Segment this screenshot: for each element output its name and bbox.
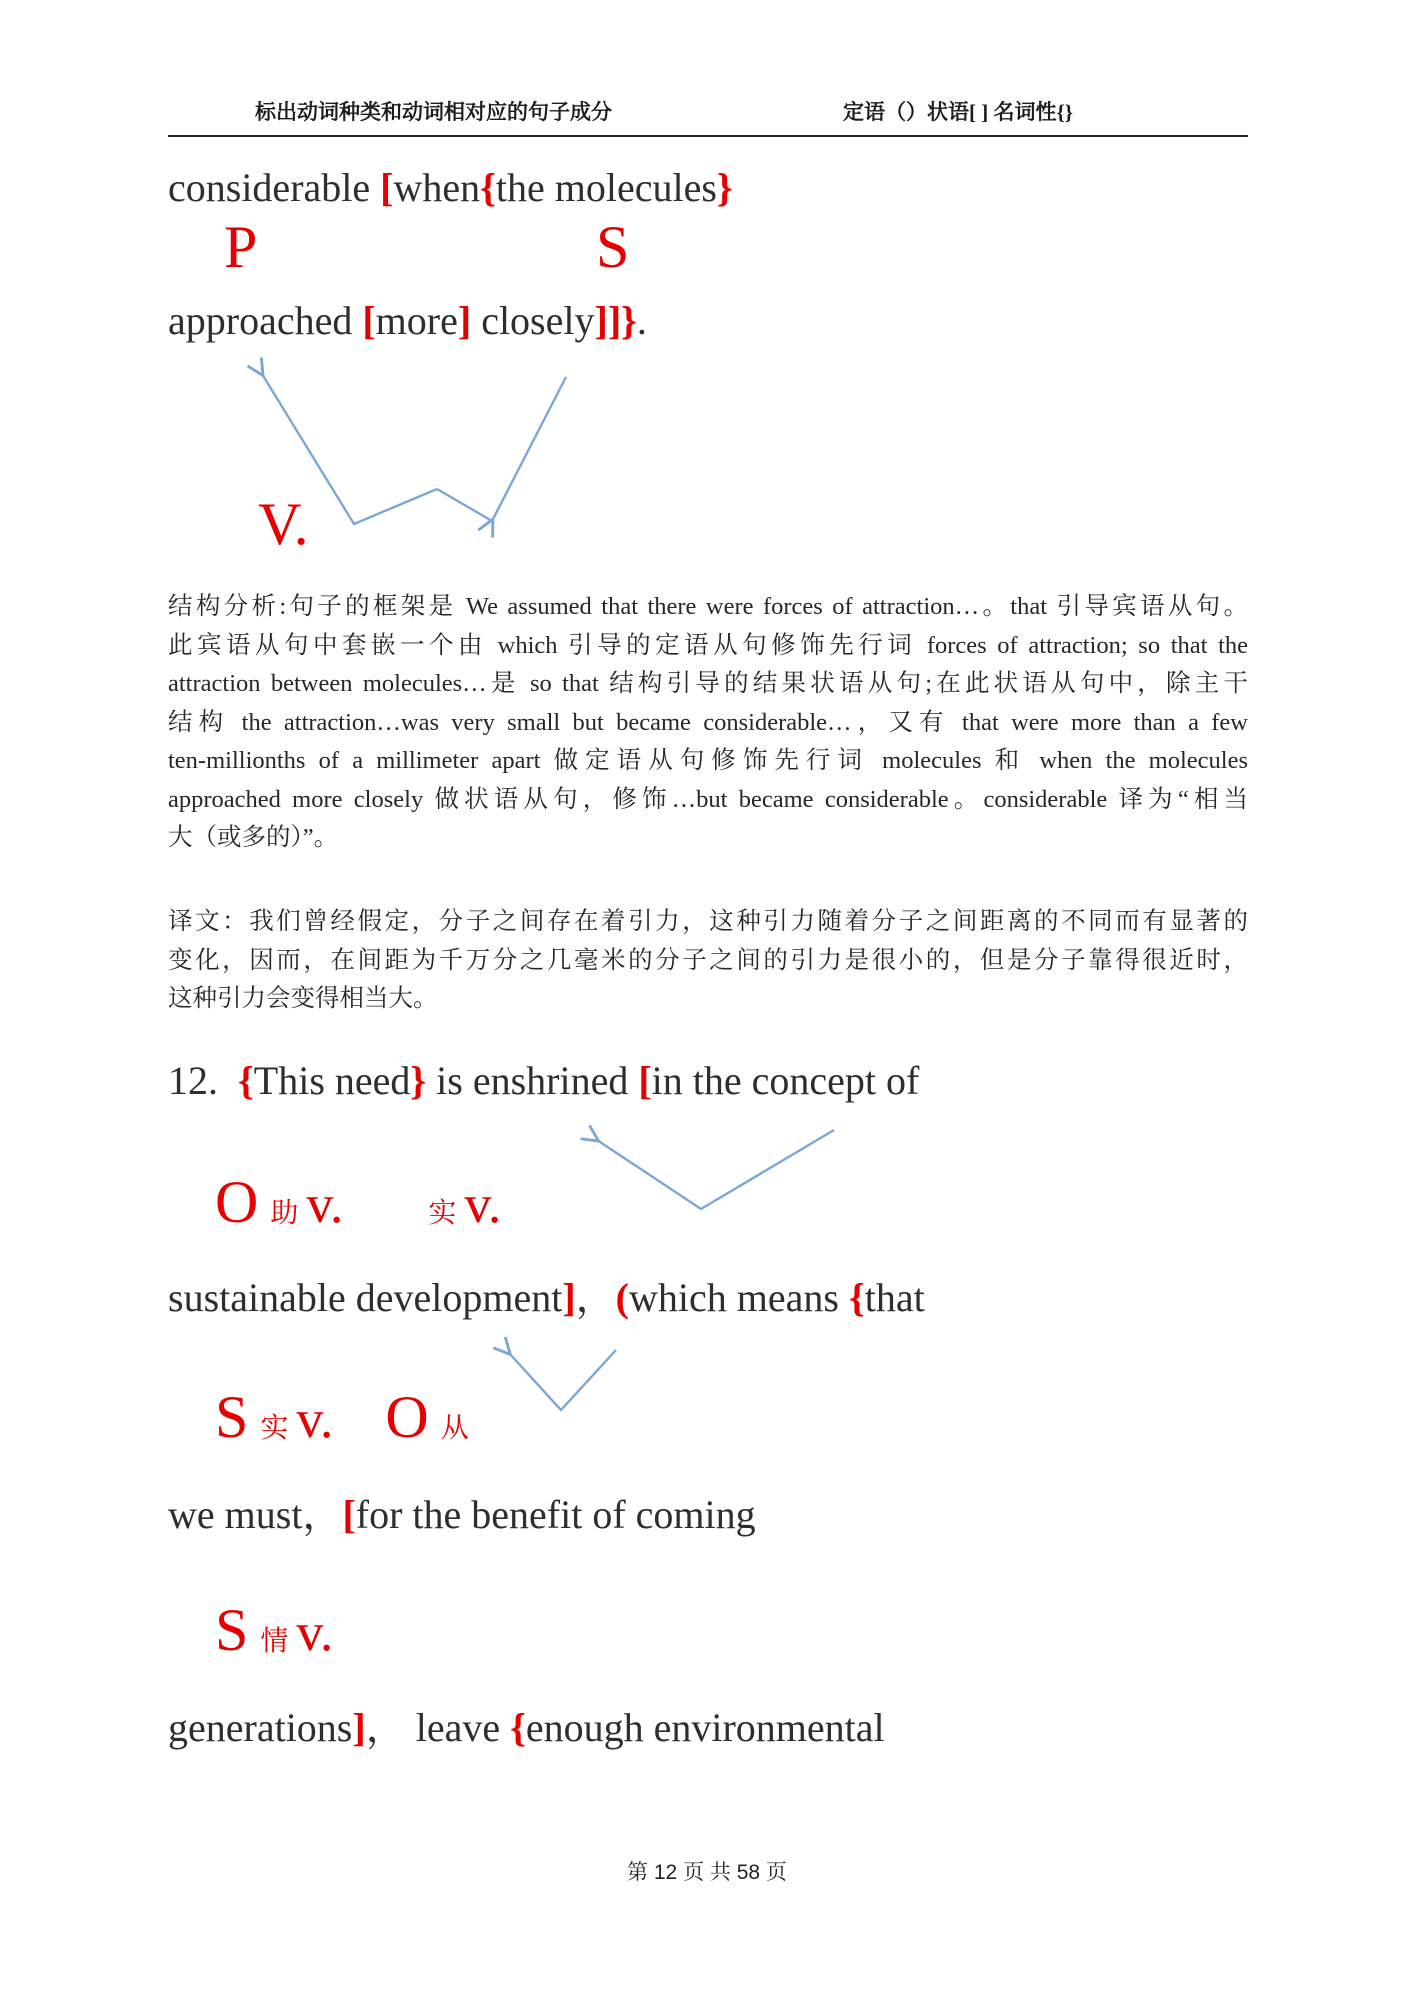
header-rule	[168, 135, 1248, 137]
text-segment: S	[215, 1597, 249, 1663]
text-segment: more	[375, 298, 458, 343]
text-segment: 助	[270, 1198, 299, 1229]
structure-analysis-paragraph	[168, 588, 1248, 858]
text-segment: 实	[260, 1413, 289, 1444]
grammar-label-s: S	[596, 214, 630, 280]
translation-paragraph	[168, 903, 1248, 1019]
text-segment: we must，	[168, 1492, 343, 1537]
text-segment: 12.	[168, 1058, 238, 1103]
text-segment: {	[510, 1705, 526, 1750]
text-segment: 情	[260, 1626, 289, 1657]
text-segment: 从	[440, 1413, 469, 1444]
text-segment: O	[215, 1169, 259, 1235]
paragraph-line: 这种引力会变得相当大。	[168, 985, 438, 1012]
text-segment: ]	[562, 1275, 576, 1320]
paragraph-line: 此宾语从句中套嵌一个由 which 引导的定语从句修饰先行词 forces of attraction; so that the	[168, 631, 1248, 659]
sentence12-line3	[168, 1487, 756, 1543]
text-segment: ]	[352, 1705, 366, 1750]
text-segment: {	[848, 1275, 865, 1320]
text-segment: for the benefit of coming	[355, 1492, 756, 1537]
sentence11-line2	[168, 293, 647, 349]
text-segment: {	[480, 165, 496, 210]
paragraph-line: 结构分析:句子的框架是 We assumed that there were forces of attraction…。that 引导宾语从句。	[168, 593, 1248, 620]
grammar-label-v: V.	[258, 491, 309, 557]
paragraph-line: attraction between molecules…是 so that 结构引导的结果状语从句;在此状语从句中，除主干	[168, 670, 1248, 697]
header-left-title: 标出动词种类和动词相对应的句子成分	[255, 100, 612, 124]
text-segment: in the concept of	[651, 1058, 920, 1103]
text-segment: 实	[428, 1198, 457, 1229]
text-segment: }	[716, 165, 733, 210]
text-segment: [	[638, 1058, 652, 1103]
page-number: 第 12 页 共 58 页	[627, 1861, 787, 1884]
text-segment: v.	[296, 1389, 334, 1449]
paragraph-line: ten-millionths of a millimeter apart 做定语从句修饰先行词 molecules 和 when the molecules	[168, 747, 1248, 774]
text-segment: approached	[168, 298, 363, 343]
grammar-label-row-o-aux-v	[215, 1170, 501, 1246]
text-segment: when	[393, 165, 481, 210]
text-segment: that	[864, 1275, 925, 1320]
text-segment: [	[380, 165, 394, 210]
paragraph-line: 大（或多的）”。	[168, 824, 339, 851]
text-segment: ， leave	[365, 1705, 511, 1750]
text-segment: S	[215, 1384, 249, 1450]
annotation-arrow-verb-join	[437, 489, 492, 521]
sentence12-line4	[168, 1700, 885, 1756]
sentence12-line1	[168, 1053, 919, 1109]
text-segment: This need	[253, 1058, 411, 1103]
paragraph-line: 结构 the attraction…was very small but became considerable…，又有 that were more than a few	[168, 708, 1248, 736]
text-segment: generations	[168, 1705, 353, 1750]
annotation-arrow-enshrined	[597, 1130, 834, 1209]
text-segment: {	[238, 1058, 254, 1103]
sentence12-line2	[168, 1270, 925, 1326]
text-segment: v.	[464, 1174, 502, 1234]
text-segment: }	[410, 1058, 427, 1103]
text-segment: which means	[629, 1275, 849, 1320]
text-segment: sustainable development	[168, 1275, 563, 1320]
text-segment: [	[342, 1492, 356, 1537]
grammar-label-row-s-v-o	[215, 1385, 469, 1461]
text-segment: [	[362, 298, 376, 343]
text-segment: enough environmental	[525, 1705, 885, 1750]
text-segment: is enshrined	[426, 1058, 639, 1103]
text-segment: ，	[575, 1275, 616, 1320]
text-segment: considerable	[168, 165, 381, 210]
grammar-label-p: P	[224, 214, 258, 280]
paragraph-line: approached more closely 做状语从句，修饰…but became considerable。considerable 译为“相当	[168, 785, 1248, 813]
grammar-label-row-s-modal-v	[215, 1598, 333, 1674]
text-segment: O	[385, 1384, 429, 1450]
paragraph-line: 译文：我们曾经假定，分子之间存在着引力，这种引力随着分子之间距离的不同而有显著的	[168, 908, 1248, 935]
text-segment: .	[636, 298, 647, 343]
text-segment: ]	[457, 298, 472, 343]
text-segment: closely	[471, 298, 595, 343]
header-right-legend: 定语（）状语[ ] 名词性{}	[843, 100, 1074, 124]
text-segment: v.	[306, 1174, 344, 1234]
text-segment: ]]}	[594, 298, 637, 343]
annotation-arrow-verb-right	[492, 377, 566, 521]
text-segment: (	[615, 1275, 629, 1320]
paragraph-line: 变化，因而，在间距为千万分之几毫米的分子之间的引力是很小的，但是分子靠得很近时，	[168, 946, 1248, 974]
sentence11-line1	[168, 160, 733, 216]
text-segment: v.	[296, 1602, 334, 1662]
annotation-arrow-development	[509, 1350, 616, 1410]
text-segment: the molecules	[495, 165, 717, 210]
